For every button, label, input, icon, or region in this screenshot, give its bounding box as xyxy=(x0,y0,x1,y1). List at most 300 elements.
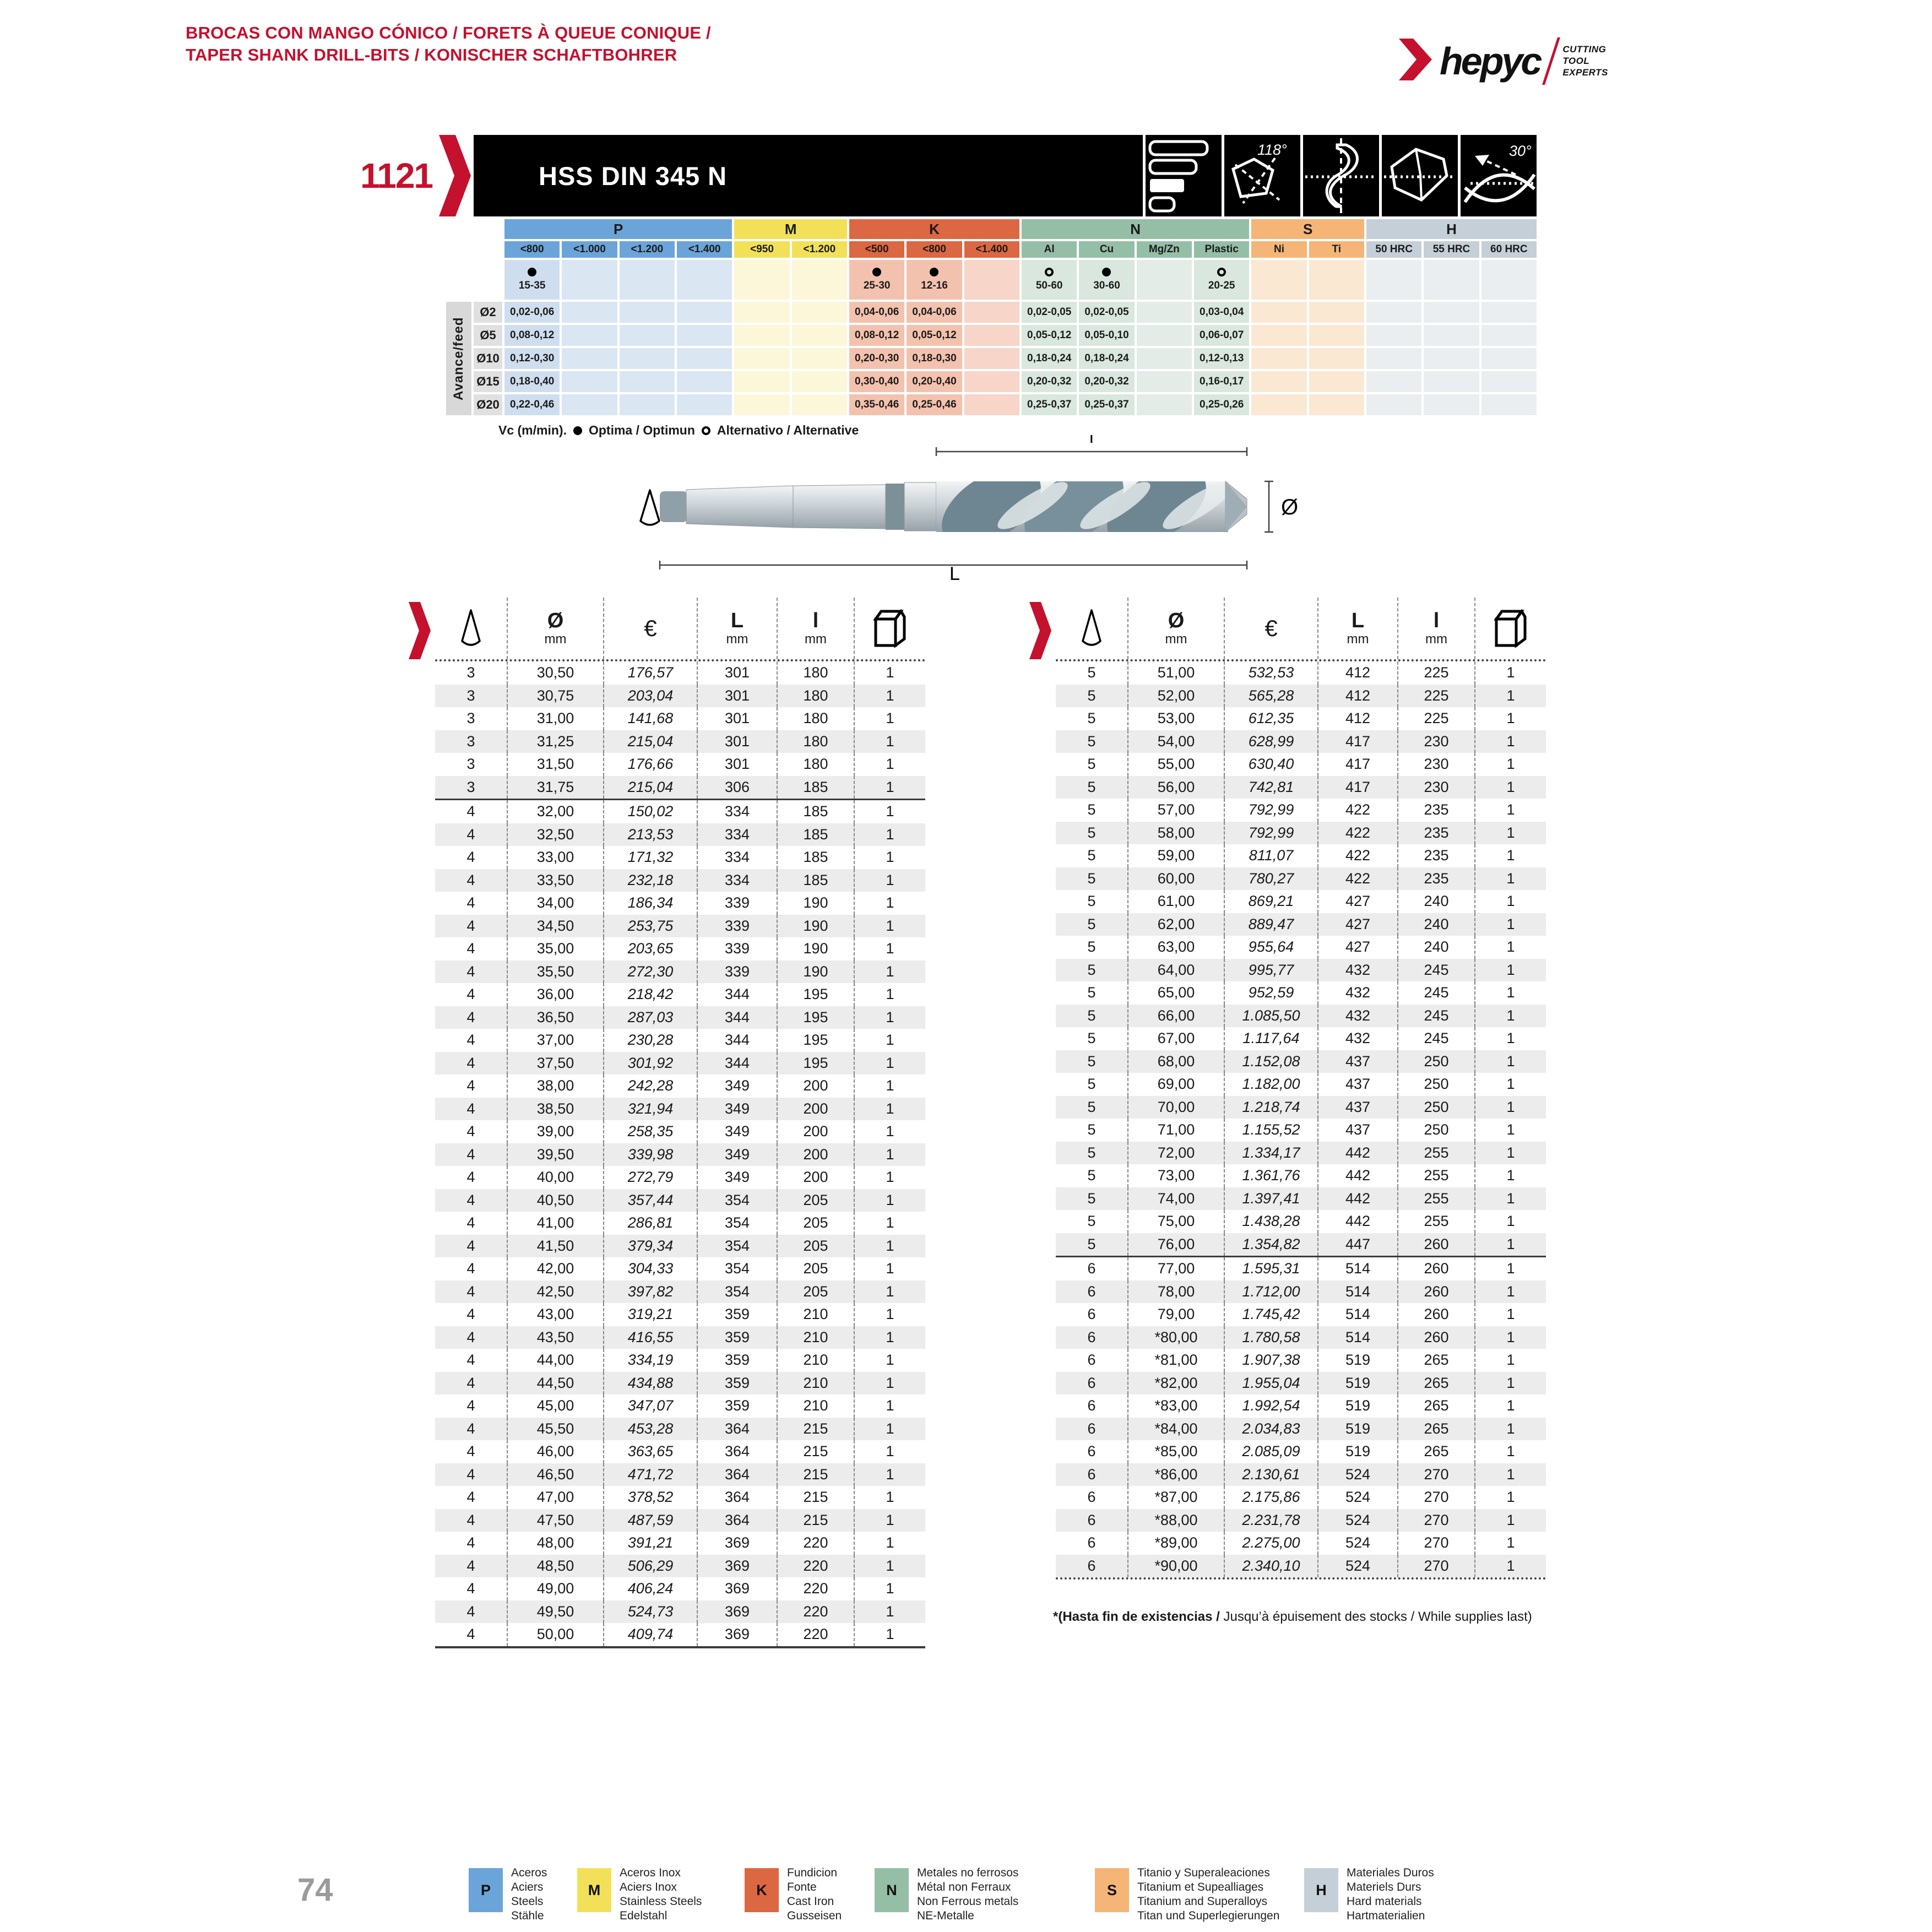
cell-price: 628,99 xyxy=(1225,730,1318,753)
table-row xyxy=(435,1486,925,1509)
feed-value-cell: 0,08-0,12 xyxy=(504,325,560,346)
cell-length: 369 xyxy=(698,1577,778,1600)
table-row xyxy=(435,1166,925,1189)
material-subcolumn-header: 60 HRC xyxy=(1481,241,1537,258)
cell-flute-length: 200 xyxy=(778,1120,855,1143)
unit-label: mm xyxy=(544,632,567,647)
tech-icon-strip xyxy=(1143,135,1537,216)
cell-qty: 1 xyxy=(886,1008,894,1025)
cell-price: 1.907,38 xyxy=(1225,1349,1318,1372)
cell-diameter: 32,50 xyxy=(508,823,604,846)
feed-value-cell xyxy=(792,348,847,369)
table-row xyxy=(435,685,925,708)
table-row xyxy=(435,1372,925,1395)
cell-length: 427 xyxy=(1318,936,1398,959)
cell-qty: 1 xyxy=(1506,801,1515,818)
cell-length: 349 xyxy=(698,1074,778,1098)
vc-cell xyxy=(907,260,962,300)
feed-value-cell xyxy=(562,394,617,415)
cell-qty: 1 xyxy=(886,826,894,843)
table-row xyxy=(1056,1119,1546,1142)
vc-cell xyxy=(1137,260,1192,300)
feed-value-cell xyxy=(1424,325,1479,346)
cell-taper: 3 xyxy=(435,661,508,685)
cell-taper: 5 xyxy=(1056,753,1128,776)
page-title xyxy=(186,22,711,66)
feed-value-cell xyxy=(1424,348,1479,369)
vc-legend-alternative: Alternativo / Alternative xyxy=(717,423,859,437)
cell-qty: 1 xyxy=(1506,710,1515,727)
feed-value-cell xyxy=(677,348,732,369)
table-row xyxy=(1056,1142,1546,1165)
cell-price: 334,19 xyxy=(604,1349,698,1372)
cell-diameter: 46,00 xyxy=(508,1440,604,1463)
cell-price: 258,35 xyxy=(604,1120,698,1143)
cell-price: 2.130,61 xyxy=(1225,1463,1318,1486)
cell-flute-length: 235 xyxy=(1398,867,1475,891)
cell-taper: 5 xyxy=(1056,1210,1128,1233)
vc-cell xyxy=(1194,260,1249,300)
table-row xyxy=(1056,1073,1546,1096)
length-symbol: L xyxy=(730,609,744,633)
brand-name: hepyc xyxy=(1440,39,1540,83)
cell-qty: 1 xyxy=(886,710,894,727)
vc-cell xyxy=(734,260,789,300)
legend-label: NE-Metalle xyxy=(917,1909,974,1922)
legend-label: Fundicion xyxy=(787,1866,838,1879)
cell-taper: 5 xyxy=(1056,936,1128,959)
cell-length: 514 xyxy=(1318,1303,1398,1326)
table-row xyxy=(435,1303,925,1326)
cell-flute-length: 210 xyxy=(778,1303,855,1326)
cell-diameter: 75,00 xyxy=(1128,1210,1225,1233)
cell-diameter: 35,50 xyxy=(508,960,604,984)
feed-value-cell: 0,04-0,06 xyxy=(907,302,962,323)
cell-length: 422 xyxy=(1318,844,1398,867)
cell-flute-length: 215 xyxy=(778,1418,855,1441)
cell-flute-length: 250 xyxy=(1398,1096,1475,1119)
cell-diameter: 34,00 xyxy=(508,892,604,915)
material-subcolumn-header: 50 HRC xyxy=(1366,241,1421,258)
table-row xyxy=(435,1394,925,1418)
table-row xyxy=(1056,1418,1546,1441)
cell-length: 432 xyxy=(1318,981,1398,1005)
cell-taper: 4 xyxy=(435,1143,508,1166)
table-row xyxy=(1056,1349,1546,1372)
cell-taper: 6 xyxy=(1056,1303,1128,1326)
cell-price: 363,65 xyxy=(604,1440,698,1463)
packaging-column-header xyxy=(855,598,925,659)
cell-length: 344 xyxy=(698,1052,778,1075)
cell-qty: 1 xyxy=(886,687,894,704)
flute-column-header xyxy=(1398,598,1475,659)
cell-taper: 5 xyxy=(1056,844,1128,867)
vc-cell xyxy=(1424,260,1479,300)
cell-diameter: 69,00 xyxy=(1128,1073,1225,1096)
cell-taper: 4 xyxy=(435,1623,508,1646)
table-row xyxy=(1056,1210,1546,1233)
cell-price: 1.438,28 xyxy=(1225,1210,1318,1233)
cell-flute-length: 225 xyxy=(1398,707,1475,730)
material-subcolumn-header: <1.200 xyxy=(620,241,675,258)
cell-price: 1.085,50 xyxy=(1225,1005,1318,1028)
cell-flute-length: 265 xyxy=(1398,1440,1475,1463)
cell-flute-length: 180 xyxy=(778,685,855,708)
feed-value-cell xyxy=(677,302,732,323)
material-group-N: N xyxy=(1022,219,1249,239)
cell-flute-length: 245 xyxy=(1398,1005,1475,1028)
cell-length: 417 xyxy=(1318,753,1398,776)
cell-length: 364 xyxy=(698,1463,778,1486)
cell-diameter: 49,00 xyxy=(508,1577,604,1600)
cell-qty: 1 xyxy=(1506,756,1515,773)
feed-value-cell: 0,25-0,37 xyxy=(1079,394,1134,415)
cell-taper: 5 xyxy=(1056,1027,1128,1050)
cell-diameter: 58,00 xyxy=(1128,822,1225,845)
helix-angle-30-icon xyxy=(1458,135,1537,216)
cell-diameter: *81,00 xyxy=(1128,1349,1225,1372)
cell-qty: 1 xyxy=(1506,1511,1515,1528)
legend-item-N xyxy=(875,1866,1018,1923)
cell-taper: 6 xyxy=(1056,1555,1128,1578)
feed-value-cell: 0,18-0,30 xyxy=(907,348,962,369)
cell-taper: 4 xyxy=(435,892,508,915)
cell-length: 339 xyxy=(698,960,778,984)
cell-qty: 1 xyxy=(1506,1076,1515,1093)
diameter-column-header xyxy=(508,598,604,659)
taper-cone-icon xyxy=(1078,608,1105,649)
cell-taper: 4 xyxy=(435,846,508,869)
table-row xyxy=(1056,1532,1546,1555)
table-row xyxy=(435,1212,925,1235)
packaging-column-header xyxy=(1475,598,1546,659)
cell-diameter: 31,50 xyxy=(508,753,604,776)
feed-axis-label: Avance/feed xyxy=(446,302,471,415)
cell-diameter: *83,00 xyxy=(1128,1394,1225,1418)
feed-value-cell: 0,20-0,32 xyxy=(1022,371,1077,392)
table-row xyxy=(1056,1050,1546,1073)
cell-length: 524 xyxy=(1318,1463,1398,1486)
cell-flute-length: 260 xyxy=(1398,1257,1475,1280)
cell-flute-length: 185 xyxy=(778,800,855,823)
table-row xyxy=(435,1235,925,1258)
cell-price: 232,18 xyxy=(604,869,698,892)
table-row xyxy=(1056,776,1546,799)
diameter-symbol: Ø xyxy=(1168,609,1185,633)
cell-length: 364 xyxy=(698,1509,778,1532)
feed-value-cell: 0,18-0,40 xyxy=(504,371,560,392)
cell-price: 176,66 xyxy=(604,753,698,776)
table-row xyxy=(435,869,925,892)
cell-qty: 1 xyxy=(1506,1328,1515,1345)
cell-length: 427 xyxy=(1318,913,1398,936)
cell-qty: 1 xyxy=(1506,1098,1515,1115)
cell-taper: 4 xyxy=(435,1189,508,1212)
cell-taper: 3 xyxy=(435,685,508,708)
vc-cell xyxy=(504,260,560,300)
cell-taper: 6 xyxy=(1056,1463,1128,1486)
cell-taper: 5 xyxy=(1056,913,1128,936)
shank-sizes-icon xyxy=(1143,135,1222,216)
legend-item-S xyxy=(1095,1866,1279,1923)
cell-price: 347,07 xyxy=(604,1394,698,1418)
cell-length: 519 xyxy=(1318,1349,1398,1372)
cell-flute-length: 235 xyxy=(1398,799,1475,822)
cell-flute-length: 200 xyxy=(778,1074,855,1098)
cell-taper: 5 xyxy=(1056,776,1128,799)
cell-length: 359 xyxy=(698,1394,778,1418)
cell-diameter: 70,00 xyxy=(1128,1096,1225,1119)
cell-price: 1.155,52 xyxy=(1225,1119,1318,1142)
diameter-symbol: Ø xyxy=(547,609,564,633)
cell-diameter: 66,00 xyxy=(1128,1005,1225,1028)
cell-flute-length: 190 xyxy=(778,915,855,938)
cell-qty: 1 xyxy=(886,756,894,773)
cell-length: 514 xyxy=(1318,1257,1398,1280)
cell-qty: 1 xyxy=(886,1352,894,1369)
cell-length: 412 xyxy=(1318,707,1398,730)
cell-taper: 4 xyxy=(435,1212,508,1235)
cell-diameter: 77,00 xyxy=(1128,1257,1225,1280)
cell-diameter: 37,00 xyxy=(508,1029,604,1052)
material-chip-P: P xyxy=(469,1868,503,1912)
cell-length: 514 xyxy=(1318,1326,1398,1349)
cell-price: 203,65 xyxy=(604,937,698,960)
table-row xyxy=(1056,1555,1546,1578)
cell-diameter: 61,00 xyxy=(1128,890,1225,913)
table-row xyxy=(435,1120,925,1143)
cell-price: 286,81 xyxy=(604,1212,698,1235)
material-subcolumn-header: Ti xyxy=(1309,241,1364,258)
cell-taper: 4 xyxy=(435,1577,508,1600)
table-row xyxy=(435,753,925,776)
table-row xyxy=(435,1623,925,1646)
table-row xyxy=(435,1532,925,1555)
cell-flute-length: 215 xyxy=(778,1440,855,1463)
cell-taper: 4 xyxy=(435,1372,508,1395)
cell-flute-length: 210 xyxy=(778,1394,855,1418)
table-header xyxy=(435,598,925,661)
cell-length: 354 xyxy=(698,1257,778,1280)
cell-qty: 1 xyxy=(1506,1283,1515,1300)
cell-flute-length: 180 xyxy=(778,753,855,776)
cell-flute-length: 195 xyxy=(778,1006,855,1029)
table-row xyxy=(435,937,925,960)
feed-value-cell xyxy=(1424,371,1479,392)
cell-price: 2.231,78 xyxy=(1225,1509,1318,1532)
vc-value: 20-25 xyxy=(1208,280,1235,291)
cell-taper: 5 xyxy=(1056,1142,1128,1165)
cell-length: 432 xyxy=(1318,959,1398,982)
cell-diameter: 73,00 xyxy=(1128,1164,1225,1187)
cell-flute-length: 215 xyxy=(778,1509,855,1532)
table-row xyxy=(435,1463,925,1486)
table-header xyxy=(1056,598,1546,661)
cell-diameter: 31,00 xyxy=(508,707,604,730)
cell-length: 519 xyxy=(1318,1372,1398,1395)
cell-qty: 1 xyxy=(886,940,894,957)
product-header-bar xyxy=(474,135,1537,216)
cell-length: 349 xyxy=(698,1120,778,1143)
vc-legend-prefix: Vc (m/min). xyxy=(498,423,567,437)
cell-flute-length: 255 xyxy=(1398,1187,1475,1211)
feed-value-cell: 0,16-0,17 xyxy=(1194,371,1249,392)
cell-taper: 6 xyxy=(1056,1440,1128,1463)
feed-value-cell: 0,22-0,46 xyxy=(504,394,560,415)
cell-length: 301 xyxy=(698,707,778,730)
material-subcolumn-header: <500 xyxy=(849,241,904,258)
cell-length: 364 xyxy=(698,1418,778,1441)
feed-value-cell: 0,25-0,26 xyxy=(1194,394,1249,415)
cell-taper: 4 xyxy=(435,1486,508,1509)
cell-qty: 1 xyxy=(886,1397,894,1414)
cell-length: 359 xyxy=(698,1349,778,1372)
alternative-dot-icon xyxy=(1045,268,1054,276)
cell-taper: 4 xyxy=(435,823,508,846)
cell-qty: 1 xyxy=(886,1328,894,1345)
cell-flute-length: 270 xyxy=(1398,1509,1475,1532)
cell-price: 2.340,10 xyxy=(1225,1555,1318,1578)
cell-flute-length: 210 xyxy=(778,1326,855,1349)
legend-labels xyxy=(511,1866,547,1923)
vc-cell xyxy=(1022,260,1077,300)
cell-taper: 5 xyxy=(1056,1005,1128,1028)
cell-flute-length: 220 xyxy=(778,1577,855,1600)
cell-qty: 1 xyxy=(1506,1121,1515,1138)
cell-diameter: 72,00 xyxy=(1128,1142,1225,1165)
cell-flute-length: 265 xyxy=(1398,1349,1475,1372)
euro-symbol: € xyxy=(1265,615,1278,641)
cell-flute-length: 185 xyxy=(778,776,855,799)
cell-length: 344 xyxy=(698,1006,778,1029)
feed-value-cell xyxy=(964,371,1019,392)
cell-flute-length: 180 xyxy=(778,730,855,753)
legend-label: Stainless Steels xyxy=(620,1895,702,1908)
material-subcolumn-header: <1.400 xyxy=(677,241,732,258)
feed-value-cell xyxy=(1309,348,1364,369)
legend-label: Gusseisen xyxy=(787,1909,842,1922)
cell-price: 453,28 xyxy=(604,1418,698,1441)
feed-value-cell xyxy=(1251,302,1306,323)
cell-length: 442 xyxy=(1318,1210,1398,1233)
vc-value: 15-35 xyxy=(518,280,546,291)
product-table-right xyxy=(1056,598,1546,1580)
vc-cell xyxy=(1079,260,1134,300)
cell-taper: 6 xyxy=(1056,1326,1128,1349)
cell-qty: 1 xyxy=(886,1237,894,1254)
cell-flute-length: 250 xyxy=(1398,1050,1475,1073)
material-subcolumn-header: Mg/Zn xyxy=(1137,241,1192,258)
cell-qty: 1 xyxy=(886,1054,894,1071)
table-row xyxy=(1056,707,1546,730)
legend-label: Edelstahl xyxy=(620,1909,667,1922)
cell-flute-length: 205 xyxy=(778,1257,855,1280)
table-row xyxy=(1056,890,1546,913)
cell-flute-length: 200 xyxy=(778,1166,855,1189)
cell-diameter: 56,00 xyxy=(1128,776,1225,799)
cell-taper: 5 xyxy=(1056,1119,1128,1142)
cell-taper: 4 xyxy=(435,1280,508,1304)
cell-diameter: 38,50 xyxy=(508,1098,604,1121)
cell-length: 334 xyxy=(698,869,778,892)
optimal-dot-icon xyxy=(528,268,536,276)
feed-value-cell xyxy=(1366,371,1421,392)
cell-qty: 1 xyxy=(886,1260,894,1277)
cell-flute-length: 235 xyxy=(1398,844,1475,867)
cell-taper: 5 xyxy=(1056,1187,1128,1211)
cell-price: 995,77 xyxy=(1225,959,1318,982)
cell-length: 349 xyxy=(698,1098,778,1121)
material-chip-N: N xyxy=(875,1868,909,1912)
cell-flute-length: 185 xyxy=(778,846,855,869)
cell-qty: 1 xyxy=(1506,1443,1515,1460)
cell-length: 524 xyxy=(1318,1532,1398,1555)
cell-length: 344 xyxy=(698,983,778,1006)
cell-price: 565,28 xyxy=(1225,685,1318,708)
cell-qty: 1 xyxy=(1506,824,1515,841)
unit-label: mm xyxy=(1347,632,1369,647)
cell-flute-length: 210 xyxy=(778,1349,855,1372)
material-subcolumn-header: Ni xyxy=(1251,241,1306,258)
cell-diameter: 51,00 xyxy=(1128,661,1225,685)
cell-taper: 4 xyxy=(435,1235,508,1258)
cell-flute-length: 205 xyxy=(778,1235,855,1258)
cell-qty: 1 xyxy=(886,1420,894,1437)
cell-diameter: 39,00 xyxy=(508,1120,604,1143)
feed-value-cell: 0,02-0,05 xyxy=(1022,302,1077,323)
cell-qty: 1 xyxy=(1506,1420,1515,1437)
cell-qty: 1 xyxy=(886,1306,894,1323)
package-icon xyxy=(872,609,908,648)
cell-taper: 5 xyxy=(1056,1164,1128,1187)
vc-cell xyxy=(562,260,617,300)
cell-length: 437 xyxy=(1318,1050,1398,1073)
cell-flute-length: 255 xyxy=(1398,1164,1475,1187)
cell-diameter: 62,00 xyxy=(1128,913,1225,936)
vc-cell xyxy=(1251,260,1306,300)
cell-diameter: 40,00 xyxy=(508,1166,604,1189)
cell-qty: 1 xyxy=(1506,1466,1515,1483)
cell-flute-length: 190 xyxy=(778,960,855,984)
legend-label: Materiels Durs xyxy=(1347,1881,1421,1893)
legend-item-H xyxy=(1304,1866,1434,1923)
table-row xyxy=(1056,913,1546,936)
cell-price: 272,79 xyxy=(604,1166,698,1189)
feed-value-cell xyxy=(1309,394,1364,415)
cell-taper: 4 xyxy=(435,1257,508,1280)
feed-value-cell: 0,02-0,06 xyxy=(504,302,560,323)
cell-taper: 5 xyxy=(1056,730,1128,753)
cell-length: 339 xyxy=(698,937,778,960)
cell-diameter: 79,00 xyxy=(1128,1303,1225,1326)
cell-flute-length: 245 xyxy=(1398,981,1475,1005)
legend-item-P xyxy=(469,1866,547,1923)
material-subcolumn-header: <800 xyxy=(907,241,962,258)
cell-price: 1.712,00 xyxy=(1225,1280,1318,1304)
table-row xyxy=(435,1280,925,1304)
cell-flute-length: 260 xyxy=(1398,1303,1475,1326)
cell-diameter: *86,00 xyxy=(1128,1463,1225,1486)
cell-price: 1.354,82 xyxy=(1225,1233,1318,1256)
feed-value-cell: 0,25-0,46 xyxy=(907,394,962,415)
cell-qty: 1 xyxy=(1506,938,1515,956)
length-column-header xyxy=(1318,598,1398,659)
cell-length: 524 xyxy=(1318,1555,1398,1578)
cell-taper: 5 xyxy=(1056,707,1128,730)
cell-length: 442 xyxy=(1318,1164,1398,1187)
material-chip-H: H xyxy=(1304,1868,1338,1912)
cell-qty: 1 xyxy=(1506,1557,1515,1574)
